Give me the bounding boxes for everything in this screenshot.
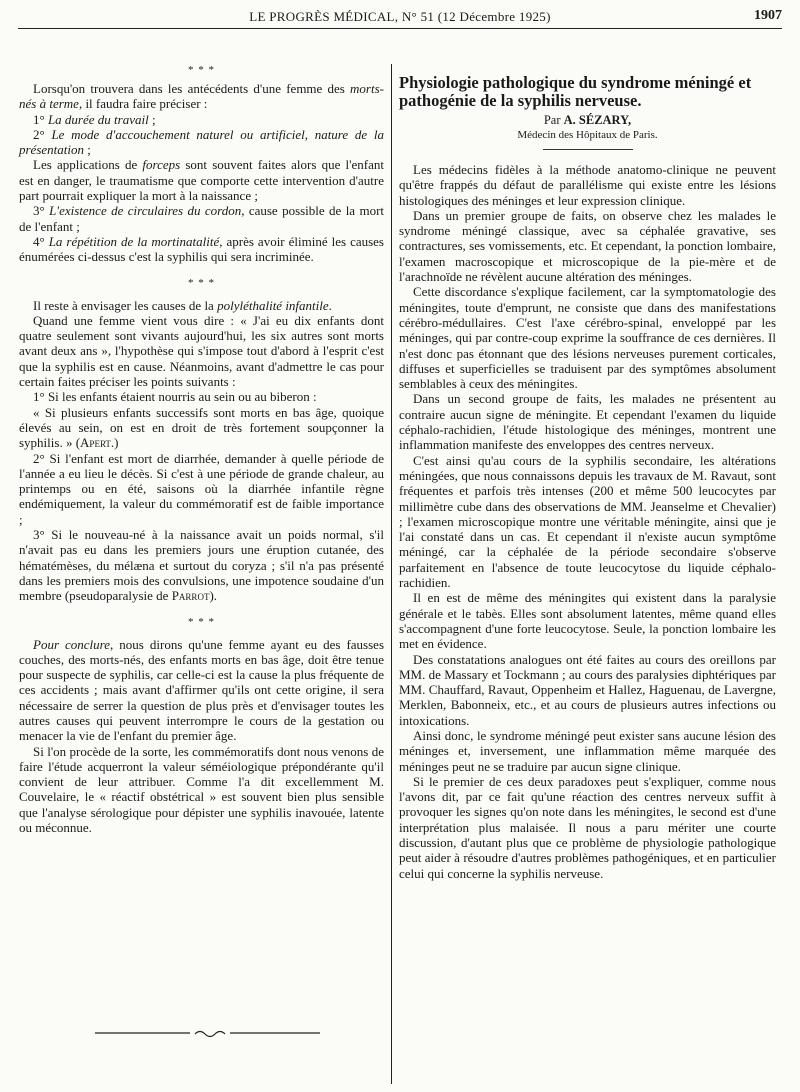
page-number: 1907 [754, 8, 782, 23]
right-column [399, 74, 776, 881]
running-title: LE PROGRÈS MÉDICAL, N° 51 (12 Décembre 1925) [249, 9, 551, 24]
paragraph: Si le premier de ces deux paradoxes peut s'expliquer, comme nous l'avons dit, par ce fait qu'une réaction des centres nerveux suffit à provoquer les signes qu'on note dans les méningites, le second est d'une interprétation plus malaisée. Il nous a paru mériter une courte discussion, d'autant plus que ce problème de physiologie pathologique peut aider à résoudre d'autres problèmes pathogéniques, et en particulier celui qui concerne la syphilis nerveuse. [399, 773, 776, 881]
list-item: 1° La durée du travail ; [33, 111, 156, 127]
paragraph: C'est ainsi qu'au cours de la syphilis secondaire, les altérations méningées, que nous connaissons depuis les travaux de M. Ravaut, sont fréquentes et parfois très intenses (200 et même 500 leucocytes par millimètre cube dans des observations de MM. Jeanselme et Chevalier) ; l'examen microscopique montre une véritable méningite, ainsi que je l'ai constaté dans un cas. Et cependant il n'existe aucun symptôme méningé, car la céphalée de la période secondaire s'observe parfaitement en l'absence de toute leucocytose du liquide céphalo-rachidien. [399, 452, 776, 591]
paragraph: Quand une femme vient vous dire : « J'ai eu dix enfants dont quatre seulement sont vivants aujourd'hui, les six autres sont morts avant deux ans », l'hypothèse qui s'impose tout d'abord à l'esprit c'est que la syphilis est en cause. Néanmoins, avant d'admettre le cas pour certain faites préciser les points suivants : [19, 312, 384, 390]
title-separator-rule [543, 149, 633, 150]
list-item: 4° La répétition de la mortinatalité, après avoir éliminé les causes énumérées ci-dessus c'est la syphilis qui sera incriminée. [19, 233, 384, 265]
section-separator-stars: * * * [188, 276, 215, 289]
paragraph: 2° Si l'enfant est mort de diarrhée, demander à quelle période de l'année a eu lieu le décès. Si c'est à une période de grande chaleur, au printemps ou en été, saisons où la diarrhée infantile règne endémiquement, la valeur du commémoratif est de faible importance ; [19, 450, 384, 527]
paragraph: Ainsi donc, le syndrome méningé peut exister sans aucune lésion des méninges et, inversement, une inflammation même marquée des méninges peut ne se traduire par aucun signe clinique. [399, 727, 776, 774]
quotation: « Si plusieurs enfants successifs sont morts en bas âge, quoique élevés au sein, on est en droit de très fortement soupçonner la syphilis. » (Apert.) [19, 404, 384, 451]
paragraph: Dans un premier groupe de faits, on observe chez les malades le syndrome méningé classique, avec sa céphalée gravative, ses contractures, ses vomissements, etc. Et cependant, la ponction lombaire, l'examen macroscopique et microscopique de la pie-mère et de l'arachnoïde ne révèlent aucune altération des méninges. [399, 207, 776, 285]
paragraph: Il reste à envisager les causes de la polyléthalité infantile. [33, 297, 332, 313]
paragraph: 1° Si les enfants étaient nourris au sein ou au biberon : [33, 389, 317, 405]
article-title: Physiologie pathologique du syndrome méningé et pathogénie de la syphilis nerveuse. [399, 73, 752, 110]
section-separator-stars: * * * [188, 64, 215, 76]
paragraph: Il en est de même des méningites qui existent dans la paralysie générale et le tabès. Elles sont absolument latentes, même quand elles s'accompagnent d'une forte leucocytose. Seule, la ponction lombaire les met en évidence. [399, 590, 776, 652]
paragraph: Les médecins fidèles à la méthode anatomo-clinique ne peuvent qu'être frappés du défaut de parallélisme qui existe entre les lésions histologiques des méninges et leur expression clinique. [399, 162, 776, 208]
section-separator-stars: * * * [188, 615, 215, 628]
paragraph: Lorsqu'on trouvera dans les antécédents d'une femme des morts-nés à terme, il faudra faire préciser : [19, 81, 384, 112]
list-item: 3° L'existence de circulaires du cordon, cause possible de la mort de l'enfant ; [19, 203, 385, 234]
end-ornament-rule [95, 1028, 320, 1038]
paragraph: 3° Si le nouveau-né à la naissance avait un poids normal, s'il n'avait pas eu dans les premiers jours une éruption cutanée, des hématémèses, du mélæna et surtout du coryza ; s'il n'a pas présenté dans les premiers mois des convulsions, une impotence soudaine d'un membre (pseudoparalysie de Parrot). [19, 527, 384, 604]
paragraph: Les applications de forceps sont souvent faites alors que l'enfant est en danger, le traumatisme que comporte cette intervention d'autre part pourrait expliquer la mort à la naissance ; [19, 157, 384, 204]
page-header [18, 6, 782, 29]
author-affiliation: Médecin des Hôpitaux de Paris. [517, 129, 658, 141]
paragraph: Pour conclure, nous dirons qu'une femme ayant eu des fausses couches, des morts-nés, des enfants morts en bas âge, doit être tenue pour suspecte de syphilis, car celle-ci est la cause la plus fréquente de ces accidents ; mais avant d'affirmer qu'ils ont cette origine, il sera nécessaire de serrer la question de plus près et d'envisager toutes les autres causes qui peuvent interrompre le cours de la gestation ou menacer la vie de l'enfant du premier âge. [19, 636, 385, 744]
paragraph: Des constatations analogues ont été faites au cours des oreillons par MM. de Massary et Tockmann ; au cours des paralysies diphtériques par MM. Chauffard, Ravaut, Oppenheim et Hallez, Haguenau, de Lavergne, Merklen, Babonneix, etc., et au cours de plusieurs autres infections ou intoxications. [399, 651, 776, 728]
paragraph: Cette discordance s'explique facilement, car la symptomatologie des méningites, toute d'emprunt, ne consiste que dans des manifestations cérébro-médullaires. C'est l'axe cérébro-spinal, enveloppé par les méninges, qui par contre-coup exprime la souffrance de ces dernières. Il n'est donc pas étonnant que des lésions nerveuses purement corticales, diffuses et superficielles se traduisent par des symptômes absolument semblables à ceux des méningites. [399, 284, 776, 392]
paragraph: Dans un second groupe de faits, les malades ne présentent au contraire aucun signe de méningite. Et cependant l'examen du liquide céphalo-rachidien, l'étude histologique des méninges, montrent une inflammation manifeste des enveloppes des centres nerveux. [399, 391, 776, 453]
left-column [19, 66, 384, 835]
list-item: 2° Le mode d'accouchement naturel ou artificiel, nature de la présentation ; [19, 126, 384, 158]
paragraph: Si l'on procède de la sorte, les commémoratifs dont nous venons de faire l'étude acquerront la valeur séméiologique prépondérante qu'il convient de leur attribuer. Comme l'a dit excellemment M. Couvelaire, le « réactif obstétrical » est souvent bien plus sensible que l'analyse sérologique pour dépister une syphilis inavouée, latente ou méconnue. [19, 743, 384, 836]
column-divider [391, 64, 392, 1084]
article-author: Par A. SÉZARY, [543, 113, 632, 127]
